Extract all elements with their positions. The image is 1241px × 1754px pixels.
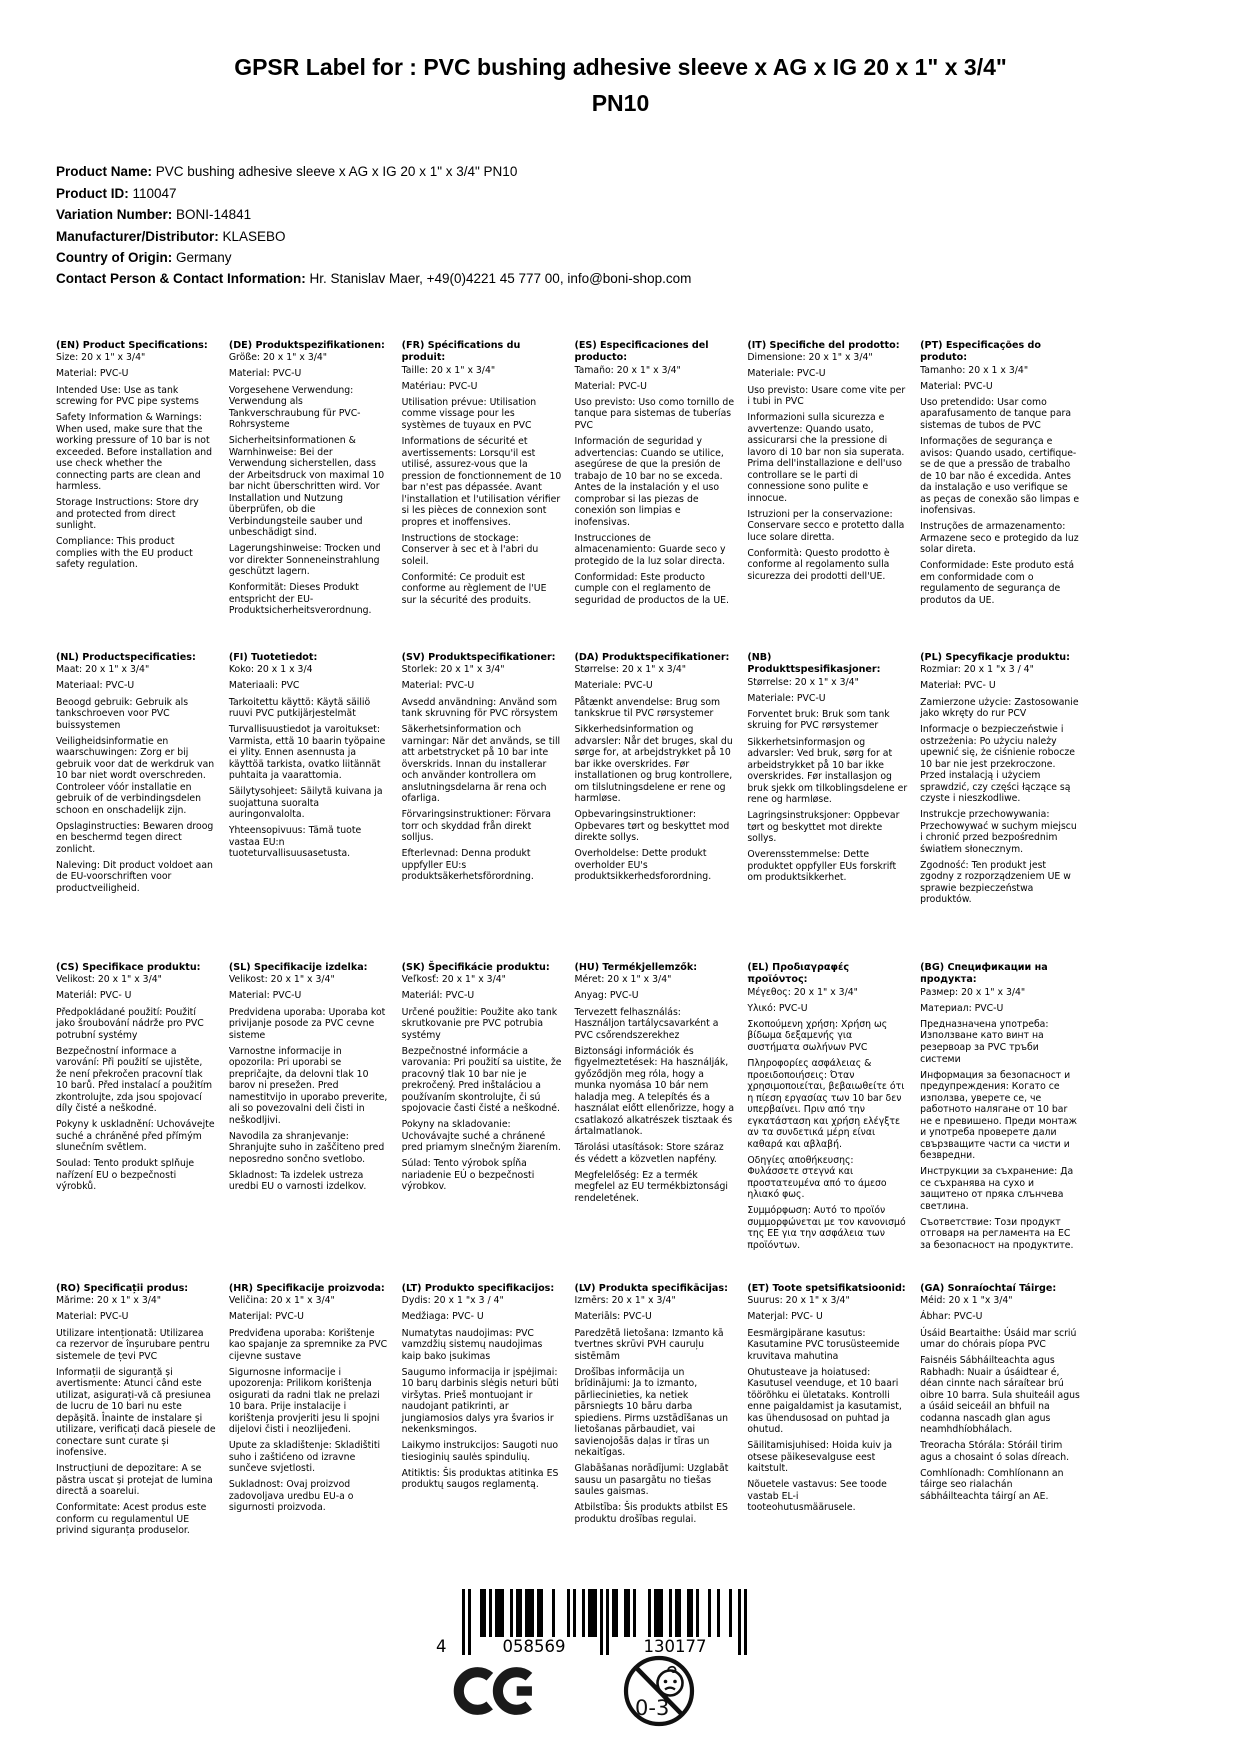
section-paragraph: Μέγεθος: 20 x 1" x 3/4" <box>747 986 858 998</box>
language-section <box>402 1283 562 1541</box>
section-paragraph: Tervezett felhasználás: Használjon tartálycsavarként a PVC csőrendszerekhez <box>574 1006 719 1041</box>
section-paragraph: Material: PVC-U <box>56 1311 129 1323</box>
language-section <box>402 340 562 652</box>
section-paragraph: Størrelse: 20 x 1" x 3/4" <box>747 676 859 688</box>
section-paragraph: Instrukcje przechowywania: Przechowywać w suchym miejscu i chronić przed bezpośrednim światłem słonecznym. <box>920 809 1077 855</box>
section-header: (HR) Specifikacije proizvoda: <box>228 1283 385 1294</box>
section-paragraph: Veličina: 20 x 1" x 3/4" <box>228 1295 335 1307</box>
language-section <box>574 962 734 1283</box>
section-paragraph: Materiaali: PVC <box>228 680 300 692</box>
section-header: (LT) Produkto specifikacijos: <box>401 1283 555 1294</box>
language-section <box>56 1283 216 1541</box>
section-paragraph: Påtænkt anvendelse: Brug som tankskrue til PVC rørsystemer <box>574 696 721 720</box>
section-paragraph: Varnostne informacije in opozorila: Pri uporabi se prepričajte, da delovni tlak 10 barov ni presežen. Pred namestitvijo in uporabo preverite, ali so povezovalni deli čisti in neškodljivi. <box>228 1045 388 1126</box>
section-paragraph: Conformidad: Este producto cumple con el reglamento de seguridad de productos de la UE. <box>574 571 729 606</box>
section-paragraph: Materiál: PVC-U <box>401 990 475 1002</box>
language-section <box>229 340 389 652</box>
section-paragraph: Υλικό: PVC-U <box>747 1002 808 1014</box>
section-header: (IT) Specifiche del prodotto: <box>747 340 900 351</box>
section-paragraph: Material: PVC-U <box>56 368 129 380</box>
section-body <box>402 664 562 882</box>
field-value: BONI-14841 <box>176 207 252 223</box>
section-body <box>402 365 562 606</box>
section-paragraph: Určené použitie: Použite ako tank skrutkovanie pre PVC potrubia systémy <box>401 1006 558 1041</box>
language-section <box>574 1283 734 1541</box>
section-paragraph: Uso pretendido: Usar como aparafusamento de tanque para sistemas de tubos de PVC <box>920 396 1072 431</box>
language-section <box>747 962 907 1283</box>
section-paragraph: Tamaño: 20 x 1" x 3/4" <box>574 364 681 376</box>
section-paragraph: Materiale: PVC-U <box>574 680 653 692</box>
section-header: (EN) Product Specifications: <box>56 340 208 351</box>
section-paragraph: Informações de segurança e avisos: Quando usado, certifique-se de que a pressão de trabalho de 10 bar não é excedida. Antes da instalação e uso verifique se as peças de conexão são limpas e inofensivas. <box>920 436 1080 517</box>
section-body <box>920 987 1080 1251</box>
section-paragraph: Storlek: 20 x 1" x 3/4" <box>401 664 505 676</box>
section-paragraph: Suurus: 20 x 1" x 3/4" <box>747 1295 850 1307</box>
field-value: Germany <box>176 249 232 265</box>
section-paragraph: Ábhar: PVC-U <box>920 1311 983 1323</box>
section-paragraph: Material: PVC-U <box>920 380 993 392</box>
spec-grid <box>56 340 1080 1541</box>
section-paragraph: Συμμόρφωση: Αυτό το προϊόν συμμορφώνεται με τον κανονισμό της ΕΕ για την ασφάλεια των προϊόντων. <box>747 1205 906 1251</box>
section-header: (CS) Specifikace produktu: <box>56 962 201 973</box>
section-paragraph: Eesmärgipärane kasutus: Kasutamine PVC torusüsteemide kruvitava mahutina <box>747 1327 900 1362</box>
section-header: (ES) Especificaciones del producto: <box>574 340 709 364</box>
product-info-row <box>56 161 1241 182</box>
section-paragraph: Ohutusteave ja hoiatused: Kasutusel veenduge, et 10 baari töörõhku ei ületataks. Kontrolli enne paigaldamist ja kasutamist, kas ühendusosad on puhtad ja ohutud. <box>747 1366 902 1436</box>
section-paragraph: Mărime: 20 x 1" x 3/4" <box>56 1295 162 1307</box>
section-paragraph: Upute za skladištenje: Skladištiti suho i zaštićeno od izravne sunčeve svjetlosti. <box>228 1440 381 1475</box>
field-value: Hr. Stanislav Maer, +49(0)4221 45 777 00, info@boni-shop.com <box>309 271 692 287</box>
section-paragraph: Informations de sécurité et avertissements: Lorsqu'il est utilisé, assurez-vous que la pression de fonctionnement de 10 bar n'est pas dépassée. Avant l'installation et l'utilisation vérifier si les pièces de connexion sont propres et inoffensives. <box>401 436 562 528</box>
field-label: Country of Origin: <box>56 249 173 265</box>
section-paragraph: Zamierzone użycie: Zastosowanie jako wkręty do rur PCV <box>920 696 1079 720</box>
section-paragraph: Medžiaga: PVC- U <box>401 1311 484 1323</box>
language-section <box>229 1283 389 1541</box>
section-paragraph: Informazioni sulla sicurezza e avvertenze: Quando usato, assicurarsi che la pressione di lavoro di 10 bar non sia superata. Prima dell'installazione e dell'uso controllare se le parti di connessione sono pulite e innocue. <box>747 412 905 504</box>
language-section <box>920 962 1080 1283</box>
section-body <box>747 987 907 1251</box>
section-paragraph: Veiligheidsinformatie en waarschuwingen: Zorg er bij gebruik voor dat de werkdruk van 10 bar niet wordt overschreden. Controleer vóór installatie en gebruik of de verbindingsdelen schoon en onschadelijk zijn. <box>56 735 215 816</box>
section-body <box>56 664 216 894</box>
section-paragraph: Istruzioni per la conservazione: Conservare secco e protetto dalla luce solare diretta. <box>747 508 905 543</box>
section-paragraph: Uso previsto: Usare come vite per i tubi in PVC <box>747 384 906 408</box>
product-info-row <box>56 183 1241 204</box>
language-section <box>574 652 734 962</box>
section-paragraph: Saugumo informacija ir įspėjimai: 10 barų darbinis slėgis neturi būti viršytas. Prieš montuojant ir naudojant patikrinti, ar jungiamosios dalys yra švarios ir nekenksmingos. <box>401 1366 559 1436</box>
section-paragraph: Storage Instructions: Store dry and protected from direct sunlight. <box>56 497 199 532</box>
section-header: (LV) Produkta specifikācijas: <box>574 1283 728 1294</box>
section-paragraph: Drošības informācija un brīdinājumi: Ja to izmanto, pārliecinieties, ka netiek pārsniegts 10 bāru darba spiediens. Pirms uzstādīšanas un lietošanas pārbaudiet, vai savienojošās daļas ir tīras un nekaitīgas. <box>574 1366 729 1459</box>
section-paragraph: Sicherheitsinformationen & Warnhinweise: Bei der Verwendung sicherstellen, dass der Arbeitsdruck von maximal 10 bar nicht überschritten wird. Vor Installation und Nutzung überprüfen, ob die Verbindungsteile sauber und unbeschädigt sind. <box>228 435 385 539</box>
section-paragraph: Utilizare intenționată: Utilizarea ca rezervor de înșurubare pentru sistemele de țevi PVC <box>56 1327 210 1362</box>
section-paragraph: Sigurnosne informacije i upozorenja: Prilikom korištenja osigurati da radni tlak ne prelazi 10 bara. Prije instalacije i korištenja provjeriti jesu li spojni dijelovi čisti i neozlijeđeni. <box>228 1366 380 1436</box>
section-paragraph: Naleving: Dit product voldoet aan de EU-voorschriften voor productveiligheid. <box>56 859 213 894</box>
section-paragraph: Velikost: 20 x 1" x 3/4" <box>228 974 335 986</box>
section-header: (FR) Spécifications du produit: <box>401 340 521 364</box>
section-body <box>229 352 389 616</box>
section-header: (PL) Specyfikacje produktu: <box>920 652 1070 663</box>
section-header: (SK) Špecifikácie produktu: <box>401 962 550 973</box>
section-paragraph: Säilytysohjeet: Säilytä kuivana ja suojattuna suoralta auringonvalolta. <box>228 786 383 821</box>
language-section <box>56 652 216 962</box>
section-paragraph: Πληροφορίες ασφάλειας & προειδοποιήσεις: Όταν χρησιμοποιείται, βεβαιωθείτε ότι η πίεση εργασίας των 10 bar δεν υπερβαίνει. Πριν από την εγκατάσταση και χρήση ελέγξτε αν τα συνδετικά μέρη είναι καθαρά και αβλαβή. <box>747 1058 905 1150</box>
section-paragraph: Sukladnost: Ovaj proizvod zadovoljava uredbu EU-a o sigurnosti proizvoda. <box>228 1479 354 1514</box>
product-info-row <box>56 204 1241 225</box>
language-section <box>56 340 216 652</box>
section-paragraph: Materiāls: PVC-U <box>574 1311 652 1323</box>
section-paragraph: Materijal: PVC-U <box>228 1311 304 1323</box>
field-value: KLASEBO <box>222 228 286 244</box>
product-info-row <box>56 247 1241 268</box>
section-paragraph: Размер: 20 x 1" x 3/4" <box>920 986 1026 998</box>
language-section <box>920 1283 1080 1541</box>
section-paragraph: Anyag: PVC-U <box>574 990 639 1002</box>
section-paragraph: Koko: 20 x 1 x 3/4 <box>228 664 313 676</box>
section-paragraph: Säilitamisjuhised: Hoida kuiv ja otsese päikesevalguse eest kaitstult. <box>747 1440 893 1475</box>
product-info <box>56 161 1241 289</box>
section-paragraph: Predvidena uporaba: Uporaba kot privijanje posode za PVC cevne sisteme <box>228 1006 386 1041</box>
section-paragraph: Maat: 20 x 1" x 3/4" <box>56 664 150 676</box>
section-header: (SV) Produktspecifikationer: <box>401 652 556 663</box>
section-paragraph: Pokyny na skladovanie: Uchovávajte suché a chránené pred priamym slnečným žiarením. <box>401 1119 561 1154</box>
language-section <box>574 340 734 652</box>
section-paragraph: Conformité: Ce produit est conforme au règlement de l'UE sur la sécurité des produits. <box>401 571 547 606</box>
section-paragraph: Faisnéis Sábháilteachta agus Rabhadh: Nuair a úsáidtear é, déan cinnte nach sáraítear brú oibre 10 barra. Sula shuiteáil agus a úsáid seiceáil an bhfuil na codanna nascadh glan agus neamhdhíobhálach. <box>920 1355 1080 1436</box>
section-body <box>402 1295 562 1490</box>
language-section <box>920 652 1080 962</box>
age-warning-0-3-icon <box>622 1652 696 1734</box>
section-paragraph: Předpokládané použití: Použití jako šroubování nádrže pro PVC potrubní systémy <box>56 1006 204 1041</box>
section-paragraph: Tarkoitettu käyttö: Käytä säiliö ruuvi PVC putkijärjestelmät <box>228 696 371 720</box>
section-paragraph: Materiale: PVC-U <box>747 368 826 380</box>
section-header: (SL) Specifikacije izdelka: <box>228 962 368 973</box>
section-header: (FI) Tuotetiedot: <box>228 652 318 663</box>
section-paragraph: Izmērs: 20 x 1" x 3/4" <box>574 1295 676 1307</box>
section-paragraph: Efterlevnad: Denna produkt uppfyller EU:s produktsäkerhetsförordning. <box>401 848 534 883</box>
section-paragraph: Säkerhetsinformation och varningar: När det används, se till att arbetstrycket på 10 bar inte överskrids. Innan du installerar och använder kontrollera om anslutningsdelarna är rena och ofarliga. <box>401 724 561 805</box>
section-paragraph: Materiał: PVC- U <box>920 680 996 692</box>
section-body <box>747 352 907 582</box>
section-paragraph: Bezpečnostní informace a varování: Při použití se ujistěte, že není překročen pracovní tlak 10 barů. Před instalací a použitím zkontrolujte, zda jsou spojovací díly čisté a neškodné. <box>56 1045 213 1115</box>
section-paragraph: Größe: 20 x 1" x 3/4" <box>228 352 328 364</box>
section-paragraph: Instrucțiuni de depozitare: A se păstra uscat și protejat de lumina directă a soarelui. <box>56 1463 213 1498</box>
ce-mark-icon <box>453 1662 537 1724</box>
section-header: (RO) Specificații produs: <box>56 1283 189 1294</box>
language-section <box>402 962 562 1283</box>
language-section <box>229 652 389 962</box>
barcode-group1: 058569 <box>500 1637 569 1656</box>
field-label: Product ID: <box>56 185 129 201</box>
section-header: (NL) Productspecificaties: <box>56 652 196 663</box>
section-body <box>56 1295 216 1536</box>
section-body <box>229 974 389 1192</box>
product-info-row <box>56 268 1241 289</box>
section-paragraph: Материал: PVC-U <box>920 1002 1004 1014</box>
section-paragraph: Avsedd användning: Använd som tank skruvning för PVC rörsystem <box>401 696 558 720</box>
language-section <box>229 962 389 1283</box>
section-paragraph: Инструкции за съхранение: Да се съхранява на сухо и защитено от пряка слънчева светлина. <box>920 1166 1074 1212</box>
field-label: Product Name: <box>56 164 153 180</box>
section-paragraph: Materiaal: PVC-U <box>56 680 135 692</box>
section-body <box>402 974 562 1192</box>
section-paragraph: Instruções de armazenamento: Armazene seco e protegido da luz solar direta. <box>920 521 1079 556</box>
section-paragraph: Úsáid Beartaithe: Úsáid mar scriú umar do chórais píopa PVC <box>920 1327 1077 1351</box>
section-paragraph: Zgodność: Ten produkt jest zgodny z rozporządzeniem UE w sprawie bezpieczeństwa produktów. <box>920 859 1071 906</box>
section-body <box>920 365 1080 606</box>
section-paragraph: Velikost: 20 x 1" x 3/4" <box>56 974 162 986</box>
section-paragraph: Material: PVC-U <box>228 990 302 1002</box>
section-body <box>56 352 216 570</box>
section-paragraph: Instrucciones de almacenamiento: Guarde seco y protegido de la luz solar directa. <box>574 532 726 567</box>
language-section <box>402 652 562 962</box>
section-paragraph: Atitiktis: Šis produktas atitinka ES produktų saugos reglamentą. <box>401 1467 559 1491</box>
section-body <box>574 365 734 606</box>
section-paragraph: Comhlíonadh: Comhlíonann an táirge seo rialachán sábháilteachta táirgí an AE. <box>920 1467 1064 1502</box>
section-paragraph: Veľkosť: 20 x 1" x 3/4" <box>401 974 506 986</box>
section-body <box>574 664 734 882</box>
section-paragraph: Dydis: 20 x 1 "x 3 / 4" <box>401 1295 504 1307</box>
section-paragraph: Material: PVC-U <box>574 380 647 392</box>
section-paragraph: Size: 20 x 1" x 3/4" <box>56 352 146 364</box>
section-paragraph: Soulad: Tento produkt splňuje nařízení EU o bezpečnosti výrobků. <box>56 1158 195 1193</box>
section-paragraph: Σκοπούμενη χρήση: Χρήση ως βίδωμα δεξαμενής για συστήματα σωλήνων PVC <box>747 1018 888 1053</box>
section-paragraph: Nõuetele vastavus: See toode vastab EL-i tooteohutusmäärusele. <box>747 1479 887 1514</box>
section-header: (DA) Produktspecifikationer: <box>574 652 730 663</box>
section-paragraph: Información de seguridad y advertencias: Cuando se utilice, asegúrese de que la presión de trabajo de 10 bar no se exceda. Antes de la instalación y el uso comprobar si las piezas de conexión son limpias e inofensivas. <box>574 436 724 528</box>
section-header: (GA) Sonraíochtaí Táirge: <box>920 1283 1057 1294</box>
section-paragraph: Predviđena uporaba: Korištenje kao spajanje za spremnike za PVC cijevne sustave <box>228 1327 388 1362</box>
section-paragraph: Οδηγίες αποθήκευσης: Φυλάσσετε στεγνά και προστατευμένα από το άμεσο ηλιακό φως. <box>747 1154 887 1201</box>
section-paragraph: Material: PVC-U <box>228 368 302 380</box>
section-paragraph: Atbilstība: Šis produkts atbilst ES produktu drošības regulai. <box>574 1502 728 1525</box>
section-paragraph: Méid: 20 x 1 "x 3/4" <box>920 1295 1013 1307</box>
section-paragraph: Overholdelse: Dette produkt overholder EU's produktsikkerhedsforordning. <box>574 848 712 883</box>
barcode-group2: 130177 <box>641 1637 710 1656</box>
product-info-row <box>56 226 1241 247</box>
section-body <box>229 1295 389 1513</box>
section-paragraph: Glabāšanas norādījumi: Uzglabāt sausu un pasargātu no tiešas saules gaismas. <box>574 1463 729 1498</box>
section-body <box>574 1295 734 1525</box>
language-section <box>920 340 1080 652</box>
field-value: 110047 <box>132 185 177 201</box>
section-paragraph: Overensstemmelse: Dette produktet oppfyller EUs forskrift om produktsikkerhet. <box>747 849 897 884</box>
section-header: (HU) Termékjellemzők: <box>574 962 698 973</box>
section-paragraph: Yhteensopivuus: Tämä tuote vastaa EU:n tuoteturvallisuusasetusta. <box>228 825 362 860</box>
section-paragraph: Instructions de stockage: Conserver à sec et à l'abri du soleil. <box>401 532 539 567</box>
section-header: (EL) Προδιαγραφές προϊόντος: <box>747 962 850 986</box>
section-paragraph: Materjal: PVC- U <box>747 1311 823 1323</box>
section-paragraph: Utilisation prévue: Utilisation comme vissage pour les systèmes de tuyaux en PVC <box>401 396 537 431</box>
section-paragraph: Conformità: Questo prodotto è conforme al regolamento sulla sicurezza dei prodotti dell'UE. <box>747 547 890 582</box>
field-label: Variation Number: <box>56 207 173 223</box>
section-paragraph: Tamanho: 20 x 1 x 3/4" <box>920 364 1029 376</box>
section-header: (NB) Produkttspesifikasjoner: <box>747 652 881 676</box>
language-section <box>747 652 907 962</box>
section-header: (ET) Toote spetsifikatsioonid: <box>747 1283 906 1294</box>
section-body <box>574 974 734 1204</box>
section-paragraph: Forventet bruk: Bruk som tank skruing for PVC rørsystemer <box>747 708 890 732</box>
section-body <box>920 664 1080 905</box>
section-paragraph: Laikymo instrukcijos: Saugoti nuo tiesioginių saulės spindulių. <box>401 1440 559 1463</box>
field-value: PVC bushing adhesive sleeve x AG x IG 20 x 1" x 3/4" PN10 <box>155 164 518 180</box>
field-label: Manufacturer/Distributor: <box>56 228 219 244</box>
section-paragraph: Informacje o bezpieczeństwie i ostrzeżenia: Po użyciu należy upewnić się, że ciśnienie robocze 10 bar nie jest przekroczone. Przed instalacją i użyciem sprawdzić, czy części łączące są czyste i nieszkodliwe. <box>920 724 1075 805</box>
section-paragraph: Opbevaringsinstruktioner: Opbevares tørt og beskyttet mod direkte sollys. <box>574 809 730 844</box>
section-paragraph: Súlad: Tento výrobok spĺňa nariadenie EÚ o bezpečnosti výrobkov. <box>401 1158 535 1193</box>
section-paragraph: Materiál: PVC- U <box>56 990 132 1002</box>
barcode <box>436 1589 750 1663</box>
section-paragraph: Съответствие: Този продукт отговаря на регламента на ЕС за безопасност на продуктите. <box>920 1216 1074 1251</box>
section-paragraph: Conformitate: Acest produs este conform cu regulamentul UE privind siguranța produselor. <box>56 1502 207 1537</box>
section-paragraph: Taille: 20 x 1" x 3/4" <box>401 364 496 376</box>
section-paragraph: Lagringsinstruksjoner: Oppbevar tørt og beskyttet mot direkte sollys. <box>747 810 900 845</box>
field-label: Contact Person & Contact Information: <box>56 271 306 287</box>
age-warning-label: 0-3 <box>635 1696 670 1720</box>
section-paragraph: Pokyny k uskladnění: Uchovávejte suché a chráněné před přímým slunečním světlem. <box>56 1119 215 1154</box>
barcode-lead-digit: 4 <box>436 1637 447 1656</box>
section-paragraph: Beoogd gebruik: Gebruik als tankschroeven voor PVC buissystemen <box>56 696 189 731</box>
language-section <box>747 1283 907 1541</box>
section-paragraph: Förvaringsinstruktioner: Förvara torr och skyddad från direkt solljus. <box>401 809 552 844</box>
section-header: (BG) Спецификации на продукта: <box>920 962 1048 986</box>
section-paragraph: Lagerungshinweise: Trocken und vor direkter Sonneneinstrahlung geschützt lagern. <box>228 543 381 578</box>
section-body <box>56 974 216 1192</box>
section-paragraph: Størrelse: 20 x 1" x 3/4" <box>574 664 687 676</box>
section-body <box>747 1295 907 1513</box>
language-section <box>56 962 216 1283</box>
section-paragraph: Compliance: This product complies with the EU product safety regulation. <box>56 536 193 571</box>
section-paragraph: Vorgesehene Verwendung: Verwendung als Tankverschraubung für PVC-Rohrsysteme <box>228 384 361 431</box>
section-paragraph: Informații de siguranță și avertismente: Atunci când este utilizat, asigurați-vă că presiunea de lucru de 10 bari nu este depășită. Înainte de instalare și utilizare, verificați dacă piesele de conectare sunt curate și inofensive. <box>56 1366 216 1459</box>
section-paragraph: Bezpečnostné informácie a varovania: Pri použití sa uistite, že pracovný tlak 10 bar nie je prekročený. Pred inštaláciou a používaním skontrolujte, či sú spojovacie časti čisté a neškodné. <box>401 1045 562 1115</box>
section-header: (PT) Especificações do produto: <box>920 340 1042 364</box>
section-paragraph: Tárolási utasítások: Store száraz és védett a közvetlen napfény. <box>574 1142 724 1165</box>
section-paragraph: Dimensione: 20 x 1" x 3/4" <box>747 352 873 364</box>
section-paragraph: Rozmiar: 20 x 1 "x 3 / 4" <box>920 664 1034 676</box>
section-paragraph: Информация за безопасност и предупреждения: Когато се използва, уверете се, че работното налягане от 10 bar не е превишено. Преди монтаж и употреба проверете дали свързващите части са чисти и безвредни. <box>920 1069 1078 1162</box>
section-paragraph: Turvallisuustiedot ja varoitukset: Varmista, että 10 baarin työpaine ei ylity. Ennen asennusta ja käyttöä tarkista, ovatko liitännät puhtaita ja vaarattomia. <box>228 724 386 782</box>
section-paragraph: Opslaginstructies: Bewaren droog en beschermd tegen direct zonlicht. <box>56 820 214 855</box>
section-body <box>747 677 907 884</box>
section-paragraph: Paredzētā lietošana: Izmanto kā tvertnes skrūvi PVH cauruļu sistēmām <box>574 1327 724 1362</box>
language-section <box>747 340 907 652</box>
section-paragraph: Sikkerhetsinformasjon og advarsler: Ved bruk, sørg for at arbeidstrykket på 10 bar ikke overskrides. Før installasjon og bruk sjekk om tilkoblingsdelene er rene og harmløse. <box>747 736 908 806</box>
section-paragraph: Sikkerhedsinformation og advarsler: Når det bruges, skal du sørge for, at arbejdstrykket på 10 bar ikke overskrides. Før installationen og brug kontrollere, om tilslutningsdelene er rene og harmløse. <box>574 724 733 805</box>
section-paragraph: Megfelelőség: Ez a termék megfelel az EU termékbiztonsági rendeletének. <box>574 1169 728 1204</box>
section-paragraph: Méret: 20 x 1" x 3/4" <box>574 974 672 986</box>
section-paragraph: Conformidade: Este produto está em conformidade com o regulamento de segurança de produtos da UE. <box>920 560 1075 606</box>
section-paragraph: Treoracha Stórála: Stóráil tirim agus a chosaint ó solas díreach. <box>920 1440 1070 1463</box>
section-body <box>229 664 389 859</box>
section-paragraph: Uso previsto: Uso como tornillo de tanque para sistemas de tuberías PVC <box>574 396 735 431</box>
section-paragraph: Matériau: PVC-U <box>401 380 478 392</box>
section-header: (DE) Produktspezifikationen: <box>228 340 385 351</box>
section-paragraph: Предназначена употреба: Използване като винт на резервоар за PVC тръби системи <box>920 1018 1049 1065</box>
section-paragraph: Biztonsági információk és figyelmeztetések: Ha használják, győződjön meg róla, hogy a munka nyomása 10 bár nem haladja meg. A telepítés és a használat előtt ellenőrizze, hogy a csatlakozó alkatrészek tisztaak és ártalmatlanok. <box>574 1045 735 1138</box>
section-paragraph: Intended Use: Use as tank screwing for PVC pipe systems <box>56 384 199 408</box>
section-paragraph: Numatytas naudojimas: PVC vamzdžių sistemų naudojimas kaip bako įsukimas <box>401 1327 543 1362</box>
section-paragraph: Materiale: PVC-U <box>747 692 826 704</box>
section-paragraph: Material: PVC-U <box>401 680 475 692</box>
page-title: GPSR Label for : PVC bushing adhesive sleeve x AG x IG 20 x 1" x 3/4" PN10 <box>234 54 1007 116</box>
section-paragraph: Konformität: Dieses Produkt entspricht der EU-Produktsicherheitsverordnung. <box>228 582 372 617</box>
section-paragraph: Navodila za shranjevanje: Shranjujte suho in zaščiteno pred neposredno sončno svetlobo. <box>228 1130 385 1165</box>
section-paragraph: Safety Information & Warnings: When used, make sure that the working pressure of 10 bar is not exceeded. Before installation and use check whether the connecting parts are clean and harmless. <box>56 412 213 493</box>
section-paragraph: Skladnost: Ta izdelek ustreza uredbi EU o varnosti izdelkov. <box>228 1169 367 1193</box>
section-body <box>920 1295 1080 1502</box>
